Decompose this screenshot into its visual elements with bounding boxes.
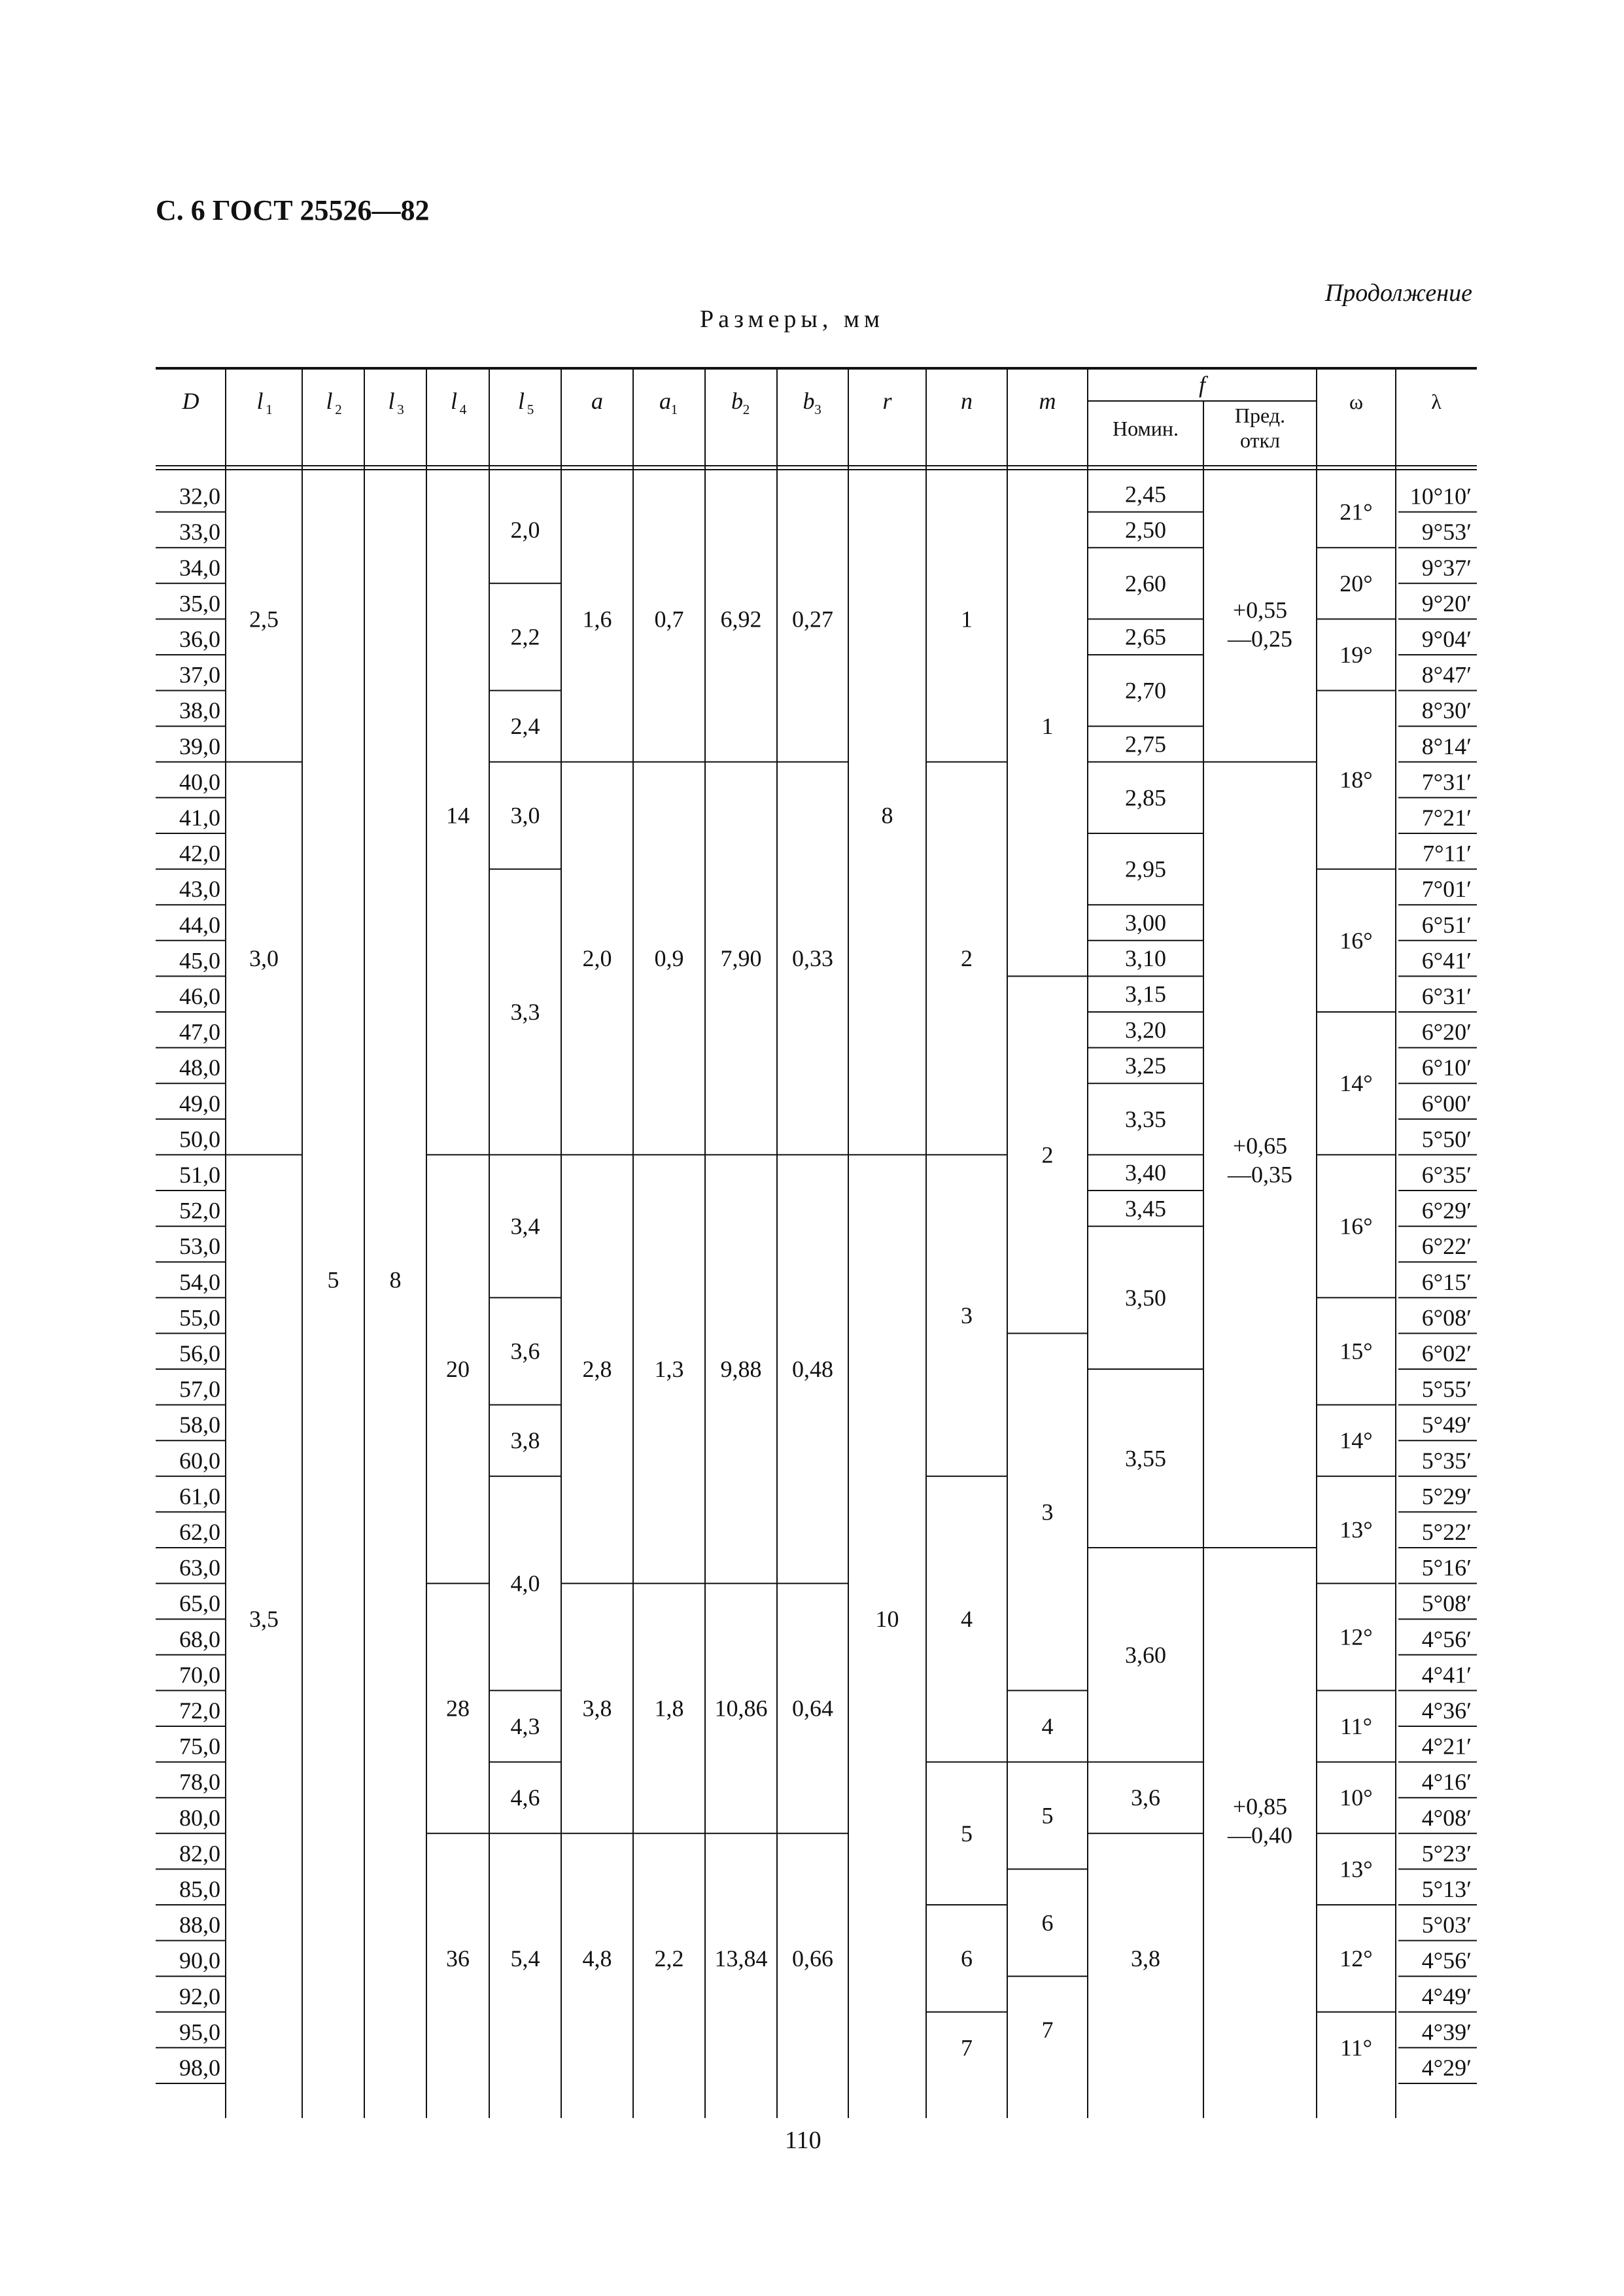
group-f_nom-value: 3,60: [1125, 1641, 1166, 1668]
group-omega-value: 10°: [1339, 1784, 1373, 1811]
group-b3-value: 0,64: [792, 1695, 833, 1722]
group-omega-value: 19°: [1339, 642, 1373, 668]
group-f_nom-value: 3,55: [1125, 1445, 1166, 1472]
group-f_nom-value: 3,8: [1131, 1945, 1160, 1972]
group-l5-value: 3,0: [510, 802, 540, 829]
units-caption: Размеры, мм: [700, 305, 885, 333]
row-d-value: 92,0: [179, 1983, 220, 2009]
group-r-value: 10: [875, 1606, 899, 1633]
row-d-value: 49,0: [179, 1090, 220, 1117]
group-m-value: 5: [1041, 1802, 1054, 1829]
row-lambda-value: 5°16′: [1421, 1554, 1472, 1581]
row-lambda-value: 4°41′: [1421, 1661, 1472, 1688]
row-d-value: 75,0: [179, 1733, 220, 1760]
header-f-tolerance: откл: [1239, 428, 1281, 452]
row-lambda-value: 8°30′: [1421, 697, 1472, 724]
row-d-value: 58,0: [179, 1412, 220, 1438]
group-l5-value: 2,4: [510, 713, 540, 740]
group-omega-value: 13°: [1339, 1856, 1373, 1883]
group-f_nom-value: 3,20: [1125, 1017, 1166, 1043]
row-lambda-value: 6°51′: [1421, 911, 1472, 938]
group-r-value: 8: [881, 802, 893, 829]
group-a1-value: 0,9: [654, 945, 684, 972]
row-d-value: 70,0: [179, 1661, 220, 1688]
row-lambda-value: 10°10′: [1409, 483, 1472, 510]
row-lambda-value: 4°56′: [1421, 1947, 1472, 1974]
group-omega-value: 12°: [1339, 1945, 1373, 1972]
group-f_nom-value: 2,75: [1125, 731, 1166, 757]
row-lambda-value: 6°15′: [1421, 1268, 1472, 1295]
header-a1-subscript: 1: [670, 402, 678, 417]
row-lambda-value: 4°21′: [1421, 1733, 1472, 1760]
row-lambda-value: 5°29′: [1421, 1483, 1472, 1510]
group-omega-value: 14°: [1339, 1427, 1373, 1454]
row-d-value: 62,0: [179, 1519, 220, 1545]
group-f_nom-value: 2,65: [1125, 623, 1166, 650]
row-d-value: 40,0: [179, 769, 220, 795]
row-d-value: 46,0: [179, 983, 220, 1009]
group-l1-value: 3,5: [249, 1606, 279, 1633]
row-d-value: 52,0: [179, 1197, 220, 1224]
group-f_tol-value: +0,85: [1232, 1793, 1288, 1820]
group-a-value: 2,0: [582, 945, 612, 972]
group-omega-value: 16°: [1339, 1213, 1373, 1240]
group-b3-value: 0,48: [792, 1356, 833, 1382]
row-lambda-value: 5°55′: [1421, 1376, 1472, 1402]
page-number: 110: [785, 2127, 821, 2154]
group-l4-value: 28: [446, 1695, 470, 1722]
row-lambda-value: 6°02′: [1421, 1340, 1472, 1366]
group-a1-value: 1,3: [654, 1356, 684, 1382]
row-lambda-value: 4°16′: [1421, 1769, 1472, 1796]
row-lambda-value: 7°11′: [1423, 840, 1472, 867]
row-d-value: 90,0: [179, 1947, 220, 1974]
row-d-value: 50,0: [179, 1126, 220, 1153]
group-omega-value: 12°: [1339, 1624, 1373, 1650]
row-lambda-value: 8°14′: [1421, 733, 1472, 759]
group-f_nom-value: 2,60: [1125, 570, 1166, 597]
group-b3-value: 0,66: [792, 1945, 833, 1972]
header-f-nominal: Номин.: [1113, 417, 1179, 440]
header-l5-subscript: 5: [527, 402, 534, 417]
group-omega-value: 21°: [1339, 498, 1373, 525]
row-d-value: 41,0: [179, 805, 220, 831]
row-d-value: 63,0: [179, 1554, 220, 1581]
group-omega-value: 16°: [1339, 927, 1373, 954]
group-l3-value: 8: [389, 1266, 402, 1293]
header-D: D: [182, 388, 199, 414]
row-d-value: 43,0: [179, 876, 220, 903]
row-lambda-value: 6°10′: [1421, 1054, 1472, 1081]
group-m-value: 6: [1041, 1909, 1054, 1936]
header-n: n: [961, 388, 973, 414]
group-b3-value: 0,33: [792, 945, 833, 972]
row-lambda-value: 6°20′: [1421, 1018, 1472, 1045]
row-lambda-value: 6°41′: [1421, 947, 1472, 974]
group-m-value: 2: [1041, 1141, 1054, 1168]
row-d-value: 55,0: [179, 1304, 220, 1331]
group-omega-value: 18°: [1339, 767, 1373, 793]
header-b3-subscript: 3: [814, 402, 821, 417]
row-lambda-value: 5°49′: [1421, 1412, 1472, 1438]
group-l5-value: 2,0: [510, 516, 540, 543]
group-l5-value: 5,4: [510, 1945, 540, 1972]
group-b2-value: 7,90: [720, 945, 762, 972]
row-lambda-value: 6°22′: [1421, 1233, 1472, 1260]
row-lambda-value: 5°08′: [1421, 1590, 1472, 1617]
group-f_nom-value: 3,25: [1125, 1052, 1166, 1079]
row-lambda-value: 5°03′: [1421, 1911, 1472, 1938]
group-l5-value: 4,0: [510, 1570, 540, 1597]
group-f_nom-value: 2,45: [1125, 481, 1166, 508]
group-f_nom-value: 3,10: [1125, 945, 1166, 972]
row-lambda-value: 4°56′: [1421, 1626, 1472, 1652]
header-l4-subscript: 4: [459, 402, 467, 417]
row-lambda-value: 9°37′: [1421, 554, 1472, 581]
header-l1-subscript: 1: [266, 402, 273, 417]
row-d-value: 85,0: [179, 1876, 220, 1902]
group-f_tol-value: —0,35: [1228, 1161, 1292, 1188]
group-a1-value: 1,8: [654, 1695, 684, 1722]
row-lambda-value: 9°04′: [1421, 626, 1472, 652]
row-lambda-value: 9°53′: [1421, 519, 1472, 546]
row-d-value: 37,0: [179, 661, 220, 688]
page-header: С. 6 ГОСТ 25526—82: [156, 194, 430, 226]
row-d-value: 80,0: [179, 1804, 220, 1831]
row-lambda-value: 5°35′: [1421, 1447, 1472, 1474]
group-l4-value: 36: [446, 1945, 470, 1972]
row-lambda-value: 6°31′: [1421, 983, 1472, 1009]
row-lambda-value: 6°29′: [1421, 1197, 1472, 1224]
group-omega-value: 11°: [1339, 2034, 1373, 2061]
row-lambda-value: 4°29′: [1421, 2055, 1472, 2081]
group-m-value: 4: [1041, 1713, 1054, 1739]
group-f_nom-value: 3,00: [1125, 909, 1166, 936]
row-d-value: 57,0: [179, 1376, 220, 1402]
header-lambda: λ: [1431, 390, 1442, 413]
row-d-value: 98,0: [179, 2055, 220, 2081]
group-b2-value: 9,88: [720, 1356, 762, 1382]
group-n-value: 7: [961, 2034, 973, 2061]
group-b2-value: 13,84: [714, 1945, 768, 1972]
group-l5-value: 4,6: [510, 1784, 540, 1811]
group-f_nom-value: 3,50: [1125, 1284, 1166, 1311]
group-f_tol-value: +0,65: [1232, 1132, 1288, 1159]
row-lambda-value: 6°00′: [1421, 1090, 1472, 1117]
group-m-value: 1: [1041, 713, 1054, 740]
header-f: f: [1198, 372, 1206, 398]
group-a-value: 4,8: [582, 1945, 612, 1972]
header-l3-subscript: 3: [397, 402, 404, 417]
group-l5-value: 3,3: [510, 999, 540, 1025]
row-d-value: 82,0: [179, 1840, 220, 1867]
header-m: m: [1039, 388, 1056, 414]
header-f-tolerance: Пред.: [1234, 404, 1286, 427]
row-lambda-value: 4°39′: [1421, 2019, 1472, 2045]
group-l1-value: 2,5: [249, 606, 279, 633]
group-m-value: 3: [1041, 1499, 1054, 1525]
row-d-value: 47,0: [179, 1018, 220, 1045]
row-d-value: 60,0: [179, 1447, 220, 1474]
row-lambda-value: 5°23′: [1421, 1840, 1472, 1867]
row-d-value: 39,0: [179, 733, 220, 759]
group-f_nom-value: 3,45: [1125, 1195, 1166, 1222]
row-lambda-value: 7°21′: [1421, 805, 1472, 831]
row-lambda-value: 6°08′: [1421, 1304, 1472, 1331]
group-f_nom-value: 3,6: [1131, 1784, 1160, 1811]
header-a1: a: [659, 388, 671, 414]
group-l4-value: 20: [446, 1356, 470, 1382]
row-d-value: 38,0: [179, 697, 220, 724]
row-d-value: 36,0: [179, 626, 220, 652]
row-lambda-value: 7°01′: [1421, 876, 1472, 903]
group-m-value: 7: [1041, 2017, 1054, 2044]
group-f_tol-value: +0,55: [1232, 597, 1288, 623]
row-d-value: 35,0: [179, 590, 220, 617]
group-f_tol-value: —0,40: [1228, 1822, 1292, 1849]
group-l4-value: 14: [446, 802, 470, 829]
group-l5-value: 4,3: [510, 1713, 540, 1739]
group-omega-value: 11°: [1339, 1713, 1373, 1739]
row-lambda-value: 5°50′: [1421, 1126, 1472, 1153]
group-f_nom-value: 2,70: [1125, 677, 1166, 704]
row-lambda-value: 6°35′: [1421, 1162, 1472, 1188]
group-a1-value: 0,7: [654, 606, 684, 633]
row-d-value: 56,0: [179, 1340, 220, 1366]
group-n-value: 5: [961, 1820, 973, 1847]
group-omega-value: 13°: [1339, 1516, 1373, 1543]
header-b3: b: [803, 388, 815, 414]
row-d-value: 54,0: [179, 1268, 220, 1295]
row-d-value: 33,0: [179, 519, 220, 546]
group-f_nom-value: 2,95: [1125, 856, 1166, 882]
group-f_nom-value: 2,85: [1125, 784, 1166, 811]
row-d-value: 72,0: [179, 1697, 220, 1724]
group-omega-value: 14°: [1339, 1070, 1373, 1097]
group-l1-value: 3,0: [249, 945, 279, 972]
header-omega: ω: [1349, 390, 1364, 413]
group-l5-value: 2,2: [510, 623, 540, 650]
header-l3: l: [388, 388, 395, 414]
group-l5-value: 3,6: [510, 1338, 540, 1365]
row-lambda-value: 5°13′: [1421, 1876, 1472, 1902]
group-f_nom-value: 2,50: [1125, 516, 1166, 543]
group-n-value: 2: [961, 945, 973, 972]
row-d-value: 51,0: [179, 1162, 220, 1188]
group-f_nom-value: 3,35: [1125, 1105, 1166, 1132]
row-d-value: 45,0: [179, 947, 220, 974]
group-n-value: 3: [961, 1302, 973, 1329]
group-a-value: 1,6: [582, 606, 612, 633]
row-lambda-value: 4°49′: [1421, 1983, 1472, 2009]
header-l2: l: [326, 388, 333, 414]
row-d-value: 48,0: [179, 1054, 220, 1081]
header-l1: l: [256, 388, 264, 414]
row-lambda-value: 9°20′: [1421, 590, 1472, 617]
group-l2-value: 5: [327, 1266, 339, 1293]
row-d-value: 32,0: [179, 483, 220, 510]
continuation-label: Продолжение: [1324, 279, 1472, 307]
row-d-value: 88,0: [179, 1911, 220, 1938]
header-b2: b: [731, 388, 743, 414]
row-d-value: 68,0: [179, 1626, 220, 1652]
row-d-value: 53,0: [179, 1233, 220, 1260]
group-n-value: 6: [961, 1945, 973, 1972]
row-lambda-value: 5°22′: [1421, 1519, 1472, 1545]
row-d-value: 78,0: [179, 1769, 220, 1796]
group-b3-value: 0,27: [792, 606, 833, 633]
group-f_tol-value: —0,25: [1228, 625, 1292, 652]
header-r: r: [882, 388, 892, 414]
group-n-value: 4: [961, 1606, 973, 1633]
header-b2-subscript: 2: [742, 402, 750, 417]
header-l2-subscript: 2: [335, 402, 342, 417]
group-l5-value: 3,4: [510, 1213, 540, 1240]
row-lambda-value: 4°36′: [1421, 1697, 1472, 1724]
group-n-value: 1: [961, 606, 973, 633]
group-b2-value: 10,86: [714, 1695, 768, 1722]
group-a-value: 3,8: [582, 1695, 612, 1722]
row-d-value: 34,0: [179, 554, 220, 581]
row-d-value: 61,0: [179, 1483, 220, 1510]
group-b2-value: 6,92: [720, 606, 762, 633]
group-f_nom-value: 3,40: [1125, 1159, 1166, 1186]
header-l5: l: [517, 388, 525, 414]
row-d-value: 95,0: [179, 2019, 220, 2045]
row-lambda-value: 4°08′: [1421, 1804, 1472, 1831]
group-l5-value: 3,8: [510, 1427, 540, 1454]
group-omega-value: 20°: [1339, 570, 1373, 597]
group-a-value: 2,8: [582, 1356, 612, 1382]
row-lambda-value: 8°47′: [1421, 661, 1472, 688]
header-a: a: [591, 388, 603, 414]
group-omega-value: 15°: [1339, 1338, 1373, 1365]
row-d-value: 65,0: [179, 1590, 220, 1617]
header-l4: l: [450, 388, 458, 414]
group-f_nom-value: 3,15: [1125, 981, 1166, 1007]
row-d-value: 42,0: [179, 840, 220, 867]
row-lambda-value: 7°31′: [1421, 769, 1472, 795]
group-a1-value: 2,2: [654, 1945, 684, 1972]
row-d-value: 44,0: [179, 911, 220, 938]
